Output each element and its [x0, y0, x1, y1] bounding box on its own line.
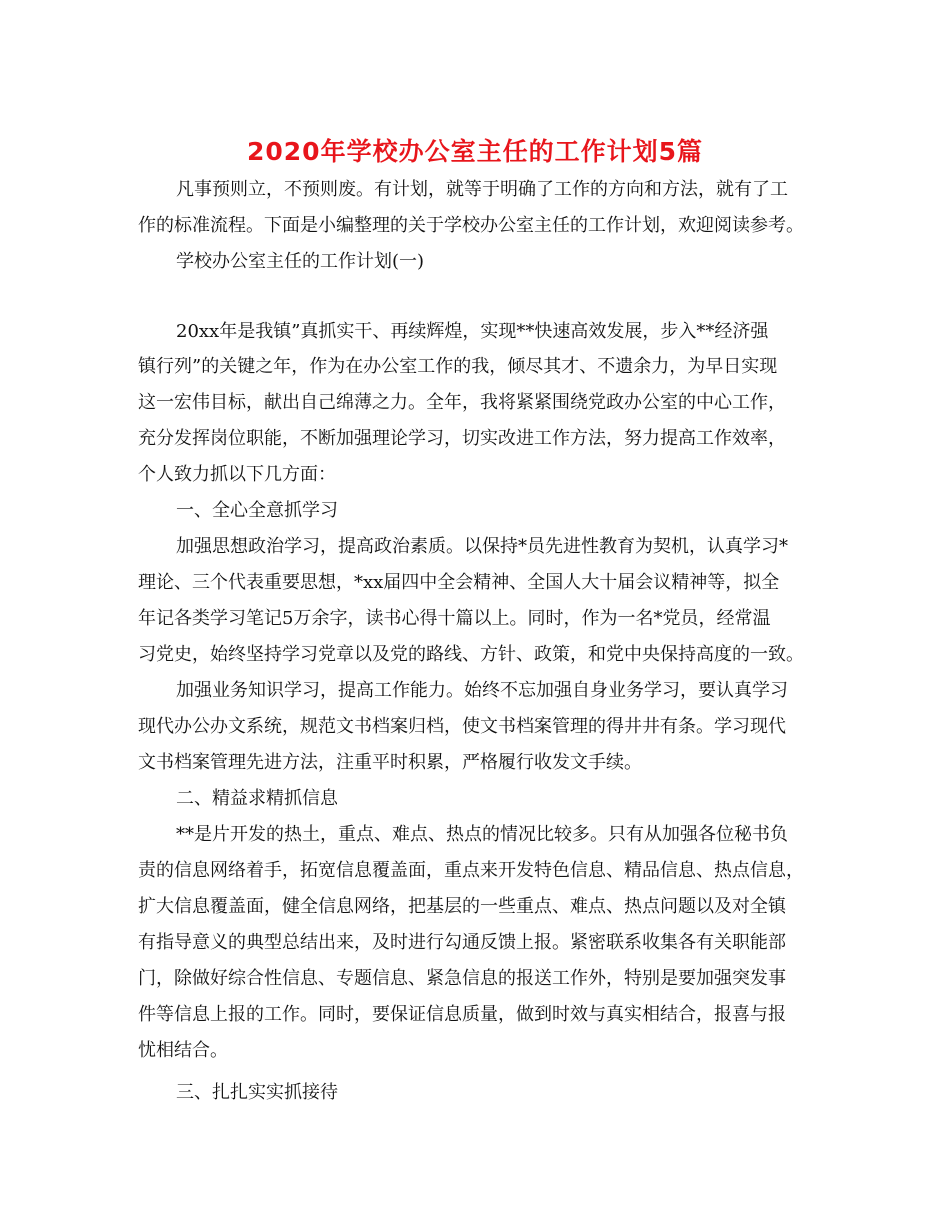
section-heading: 三、扎扎实实抓接待 — [176, 1082, 338, 1103]
paragraph-line: 20xx年是我镇”真抓实干、再续辉煌，实现**快速高效发展，步入**经济强 — [176, 321, 769, 342]
document-title: 2020年学校办公室主任的工作计划5篇 — [247, 137, 703, 166]
paragraph-line: 门，除做好综合性信息、专题信息、紧急信息的报送工作外，特别是要加强突发事 — [138, 968, 786, 989]
paragraph-line: 件等信息上报的工作。同时，要保证信息质量，做到时效与真实相结合，报喜与报 — [138, 1004, 786, 1025]
paragraph-line: 年记各类学习笔记5万余字，读书心得十篇以上。同时，作为一名*党员，经常温 — [138, 608, 771, 629]
paragraph-line: 现代办公办文系统，规范文书档案归档，使文书档案管理的得井井有条。学习现代 — [138, 716, 786, 737]
paragraph-line: 充分发挥岗位职能，不断加强理论学习，切实改进工作方法，努力提高工作效率， — [138, 428, 786, 449]
paragraph-line: 个人致力抓以下几方面： — [138, 464, 336, 485]
paragraph-line: 扩大信息覆盖面，健全信息网络，把基层的一些重点、难点、热点问题以及对全镇 — [138, 896, 786, 917]
paragraph-line: 习党史，始终坚持学习党章以及党的路线、方针、政策，和党中央保持高度的一致。 — [138, 644, 804, 665]
paragraph-line: 有指导意义的典型总结出来，及时进行勾通反馈上报。紧密联系收集各有关职能部 — [138, 932, 786, 953]
paragraph-line: 镇行列”的关键之年，作为在办公室工作的我，倾尽其才、不遗余力，为早日实现 — [138, 356, 778, 377]
paragraph-line: 这一宏伟目标，献出自己绵薄之力。全年，我将紧紧围绕党政办公室的中心工作， — [138, 392, 786, 413]
section-heading: 学校办公室主任的工作计划(一) — [176, 251, 425, 272]
paragraph-line: 凡事预则立，不预则废。有计划，就等于明确了工作的方向和方法，就有了工 — [176, 179, 788, 200]
paragraph-line: 加强业务知识学习，提高工作能力。始终不忘加强自身业务学习，要认真学习 — [176, 680, 788, 701]
paragraph-line: 加强思想政治学习，提高政治素质。以保持*员先进性教育为契机，认真学习* — [176, 536, 788, 557]
paragraph-line: 作的标准流程。下面是小编整理的关于学校办公室主任的工作计划，欢迎阅读参考。 — [138, 215, 804, 236]
section-heading: 二、精益求精抓信息 — [176, 788, 338, 809]
paragraph-line: **是片开发的热土，重点、难点、热点的情况比较多。只有从加强各位秘书负 — [176, 824, 788, 845]
section-heading: 一、全心全意抓学习 — [176, 500, 338, 521]
paragraph-line: 理论、三个代表重要思想，*xx届四中全会精神、全国人大十届会议精神等，拟全 — [138, 572, 780, 593]
paragraph-line: 责的信息网络着手，拓宽信息覆盖面，重点来开发特色信息、精品信息、热点信息， — [138, 860, 804, 881]
paragraph-line: 文书档案管理先进方法，注重平时积累，严格履行收发文手续。 — [138, 752, 642, 773]
paragraph-line: 忧相结合。 — [138, 1040, 228, 1061]
